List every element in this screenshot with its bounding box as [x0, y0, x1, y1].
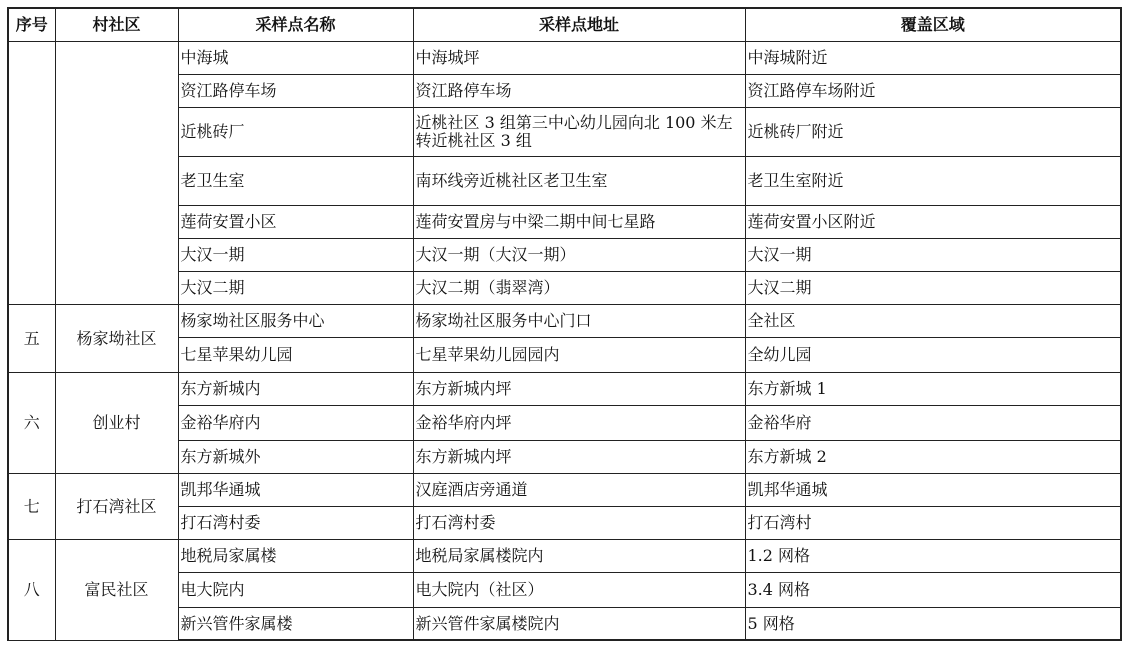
coverage-cell: 中海城附近 — [745, 42, 1121, 75]
header-index: 序号 — [8, 8, 55, 42]
site-address-cell: 杨家坳社区服务中心门口 — [413, 305, 745, 338]
site-address-cell: 汉庭酒店旁通道 — [413, 474, 745, 507]
coverage-cell: 莲荷安置小区附近 — [745, 206, 1121, 239]
site-name-cell: 莲荷安置小区 — [178, 206, 413, 239]
site-name-cell: 东方新城外 — [178, 441, 413, 474]
coverage-cell: 全社区 — [745, 305, 1121, 338]
site-name-cell: 七星苹果幼儿园 — [178, 338, 413, 373]
group-index-cell: 五 — [8, 305, 55, 373]
coverage-cell: 5 网格 — [745, 608, 1121, 641]
coverage-cell: 全幼儿园 — [745, 338, 1121, 373]
site-address-cell: 资江路停车场 — [413, 75, 745, 108]
coverage-cell: 3.4 网格 — [745, 573, 1121, 608]
table-row — [8, 373, 1121, 406]
site-address-cell: 南环线旁近桃社区老卫生室 — [413, 157, 745, 206]
coverage-cell: 大汉一期 — [745, 239, 1121, 272]
table-row — [8, 305, 1121, 338]
site-address-cell: 打石湾村委 — [413, 507, 745, 540]
table-row — [8, 42, 1121, 75]
coverage-cell: 东方新城 2 — [745, 441, 1121, 474]
coverage-cell: 大汉二期 — [745, 272, 1121, 305]
site-name-cell: 打石湾村委 — [178, 507, 413, 540]
group-community-cell: 创业村 — [55, 373, 178, 474]
coverage-cell: 老卫生室附近 — [745, 157, 1121, 206]
group-community-cell: 打石湾社区 — [55, 474, 178, 540]
group-community-cell: 杨家坳社区 — [55, 305, 178, 373]
site-name-cell: 东方新城内 — [178, 373, 413, 406]
sampling-sites-table — [7, 7, 1122, 641]
site-address-cell: 近桃社区 3 组第三中心幼儿园向北 100 米左转近桃社区 3 组 — [413, 108, 745, 157]
site-address-cell: 七星苹果幼儿园园内 — [413, 338, 745, 373]
site-address-cell: 金裕华府内坪 — [413, 406, 745, 441]
coverage-cell: 1.2 网格 — [745, 540, 1121, 573]
site-address-cell: 新兴管件家属楼院内 — [413, 608, 745, 641]
group-index-cell: 七 — [8, 474, 55, 540]
site-name-cell: 地税局家属楼 — [178, 540, 413, 573]
coverage-cell: 近桃砖厂附近 — [745, 108, 1121, 157]
site-name-cell: 大汉二期 — [178, 272, 413, 305]
site-name-cell: 资江路停车场 — [178, 75, 413, 108]
group-index-cell — [8, 42, 55, 305]
coverage-cell: 资江路停车场附近 — [745, 75, 1121, 108]
site-name-cell: 凯邦华通城 — [178, 474, 413, 507]
site-address-cell: 大汉一期（大汉一期） — [413, 239, 745, 272]
site-name-cell: 老卫生室 — [178, 157, 413, 206]
table-header-row — [8, 8, 1121, 42]
site-name-cell: 电大院内 — [178, 573, 413, 608]
site-address-cell: 大汉二期（翡翠湾） — [413, 272, 745, 305]
header-coverage: 覆盖区域 — [745, 8, 1121, 42]
coverage-cell: 凯邦华通城 — [745, 474, 1121, 507]
header-community: 村社区 — [55, 8, 178, 42]
table-row — [8, 540, 1121, 573]
site-name-cell: 杨家坳社区服务中心 — [178, 305, 413, 338]
site-address-cell: 电大院内（社区） — [413, 573, 745, 608]
site-address-cell: 地税局家属楼院内 — [413, 540, 745, 573]
site-name-cell: 近桃砖厂 — [178, 108, 413, 157]
group-index-cell: 八 — [8, 540, 55, 641]
site-name-cell: 大汉一期 — [178, 239, 413, 272]
coverage-cell: 金裕华府 — [745, 406, 1121, 441]
header-site-name: 采样点名称 — [178, 8, 413, 42]
group-community-cell — [55, 42, 178, 305]
coverage-cell: 打石湾村 — [745, 507, 1121, 540]
header-site-address: 采样点地址 — [413, 8, 745, 42]
group-index-cell: 六 — [8, 373, 55, 474]
site-address-cell: 莲荷安置房与中梁二期中间七星路 — [413, 206, 745, 239]
table-row — [8, 474, 1121, 507]
group-community-cell: 富民社区 — [55, 540, 178, 641]
coverage-cell: 东方新城 1 — [745, 373, 1121, 406]
site-name-cell: 中海城 — [178, 42, 413, 75]
site-address-cell: 东方新城内坪 — [413, 373, 745, 406]
site-address-cell: 中海城坪 — [413, 42, 745, 75]
site-name-cell: 金裕华府内 — [178, 406, 413, 441]
site-address-cell: 东方新城内坪 — [413, 441, 745, 474]
site-name-cell: 新兴管件家属楼 — [178, 608, 413, 641]
